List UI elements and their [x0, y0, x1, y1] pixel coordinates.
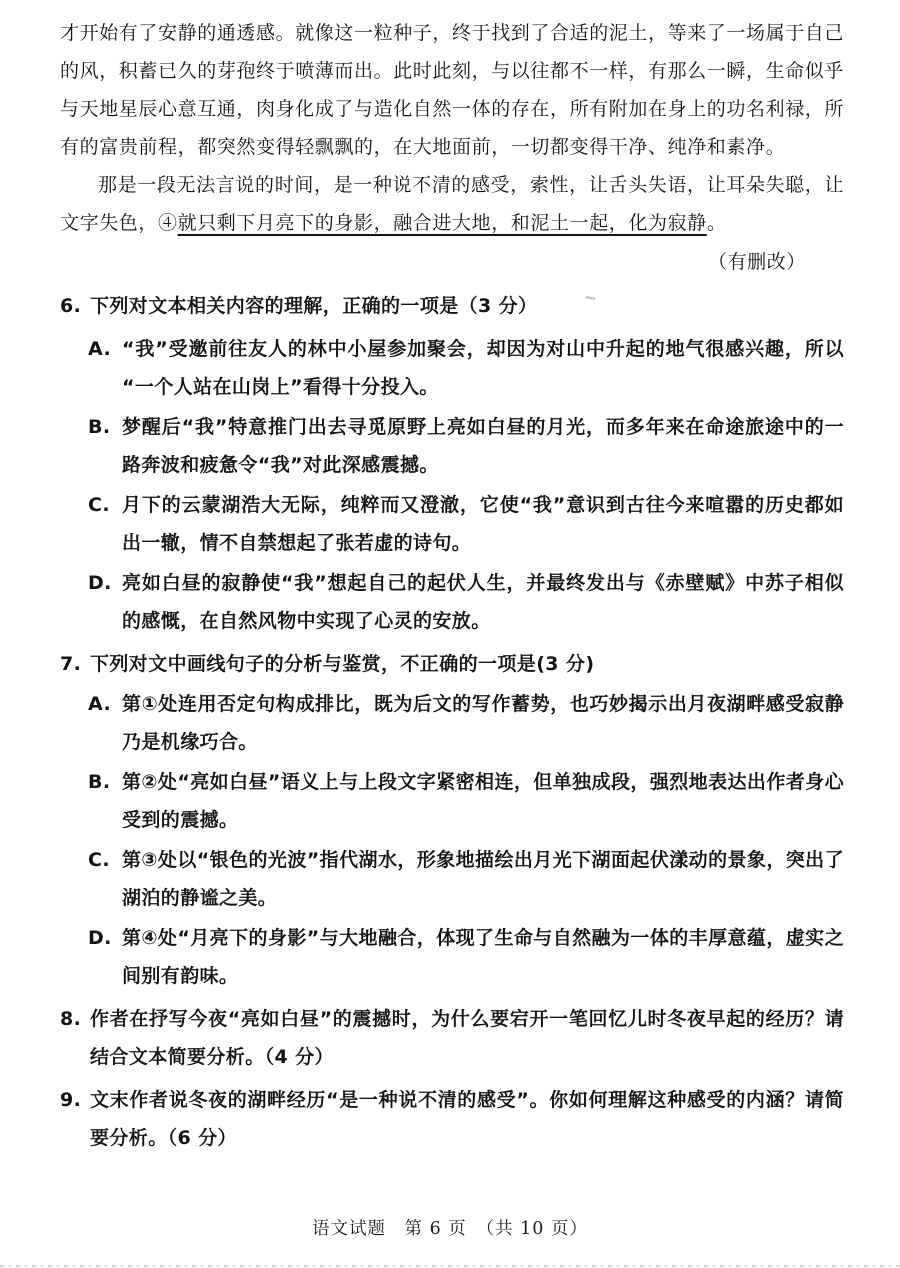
- question-7-option-b: [88, 763, 844, 839]
- option-text-b: 梦醒后“我”特意推门出去寻觅原野上亮如白昼的月光，而多年来在命途旅途中的一路奔波和疲惫令“我”对此深感震撼。: [122, 416, 844, 476]
- option-text-d: 亮如白昼的寂静使“我”想起自己的起伏人生，并最终发出与《赤壁赋》中苏子相似的感慨，在自然风物中实现了心灵的安放。: [122, 572, 844, 632]
- question-8: [60, 1000, 844, 1076]
- question-7-number: 7.: [60, 653, 82, 675]
- page-footer: 语文试题 第 6 页 （共 10 页）: [312, 1219, 588, 1239]
- question-6-stem-text: 下列对文本相关内容的理解，正确的一项是（3 分）: [90, 295, 538, 317]
- question-7-option-a: [88, 685, 844, 761]
- option-text-c: 第③处以“银色的光波”指代湖水，形象地描绘出月光下湖面起伏漾动的景象，突出了湖泊的静谧之美。: [122, 849, 844, 909]
- option-label-a: A.: [88, 338, 112, 360]
- question-7: [60, 645, 844, 995]
- option-text-b: 第②处“亮如白昼”语义上与上段文字紧密相连，但单独成段，强烈地表达出作者身心受到的震撼。: [122, 771, 844, 831]
- question-7-option-d: [88, 919, 844, 995]
- question-8-stem: [60, 1000, 844, 1076]
- question-8-stem-text: 作者在抒写今夜“亮如白昼”的震撼时，为什么要宕开一笔回忆儿时冬夜早起的经历？请结合文本简要分析。（4 分）: [90, 1008, 844, 1068]
- question-6-option-d: [88, 564, 844, 640]
- option-text-d: 第④处“月亮下的身影”与大地融合，体现了生命与自然融为一体的丰厚意蕴，虚实之间别有韵味。: [122, 927, 844, 987]
- option-label-c: C.: [88, 494, 110, 516]
- option-text-c: 月下的云蒙湖浩大无际，纯粹而又澄澈，它使“我”意识到古往今来喧嚣的历史都如出一辙，情不自禁想起了张若虚的诗句。: [122, 494, 844, 554]
- option-label-b: B.: [88, 771, 111, 793]
- question-6: [60, 287, 844, 640]
- questions-section: [60, 287, 844, 1157]
- underlined-sentence-4: 就只剩下月亮下的身影，融合进大地，和泥土一起，化为寂静: [177, 212, 707, 234]
- stray-pencil-mark: ⁗: [583, 294, 596, 311]
- question-7-option-c: [88, 841, 844, 917]
- question-6-option-c: [88, 486, 844, 562]
- passage-attribution: （有删改）: [707, 251, 806, 273]
- question-7-stem-text: 下列对文中画线句子的分析与鉴赏，不正确的一项是(3 分): [90, 653, 595, 675]
- question-9-stem: [60, 1081, 844, 1157]
- option-label-d: D.: [88, 572, 112, 594]
- option-label-a: A.: [88, 693, 112, 715]
- option-label-c: C.: [88, 849, 110, 871]
- passage-paragraph-2-prefix: 那是一段无法言说的时间，是一种说不清的感受，索性，让舌头失语，让耳朵失聪，让文字失色，④: [60, 174, 844, 234]
- reading-passage: [60, 14, 844, 282]
- option-text-a: 第①处连用否定句构成排比，既为后文的写作蓄势，也巧妙揭示出月夜湖畔感受寂静乃是机缘巧合。: [122, 693, 844, 753]
- passage-paragraph-1: 才开始有了安静的通透感。就像这一粒种子，终于找到了合适的泥土，等来了一场属于自己的风，积蓄已久的芽孢终于喷薄而出。此时此刻，与以往都不一样，有那么一瞬，生命似乎与天地星辰心意互通，肉身化成了与造化自然一体的存在，所有附加在身上的功名利禄，所有的富贵前程，都突然变得轻飘飘的，在大地面前，一切都变得干净、纯净和素净。: [60, 22, 845, 158]
- question-9-stem-text: 文末作者说冬夜的湖畔经历“是一种说不清的感受”。你如何理解这种感受的内涵？请简要分析。（6 分）: [90, 1089, 844, 1149]
- option-text-a: “我”受邀前往友人的林中小屋参加聚会，却因为对山中升起的地气很感兴趣，所以“一个人站在山岗上”看得十分投入。: [122, 338, 844, 398]
- passage-paragraph-2: [60, 166, 844, 242]
- question-6-stem: [60, 287, 844, 328]
- question-8-number: 8.: [60, 1008, 82, 1030]
- question-6-number: 6.: [60, 295, 82, 317]
- passage-paragraph-2-suffix: 。: [706, 212, 727, 234]
- option-label-b: B.: [88, 416, 111, 438]
- question-9-number: 9.: [60, 1089, 82, 1111]
- question-7-stem: [60, 645, 844, 683]
- question-9: [60, 1081, 844, 1157]
- scan-edge-artifact: [0, 1265, 900, 1267]
- option-label-d: D.: [88, 927, 112, 949]
- question-6-option-b: [88, 408, 844, 484]
- question-6-option-a: [88, 330, 844, 406]
